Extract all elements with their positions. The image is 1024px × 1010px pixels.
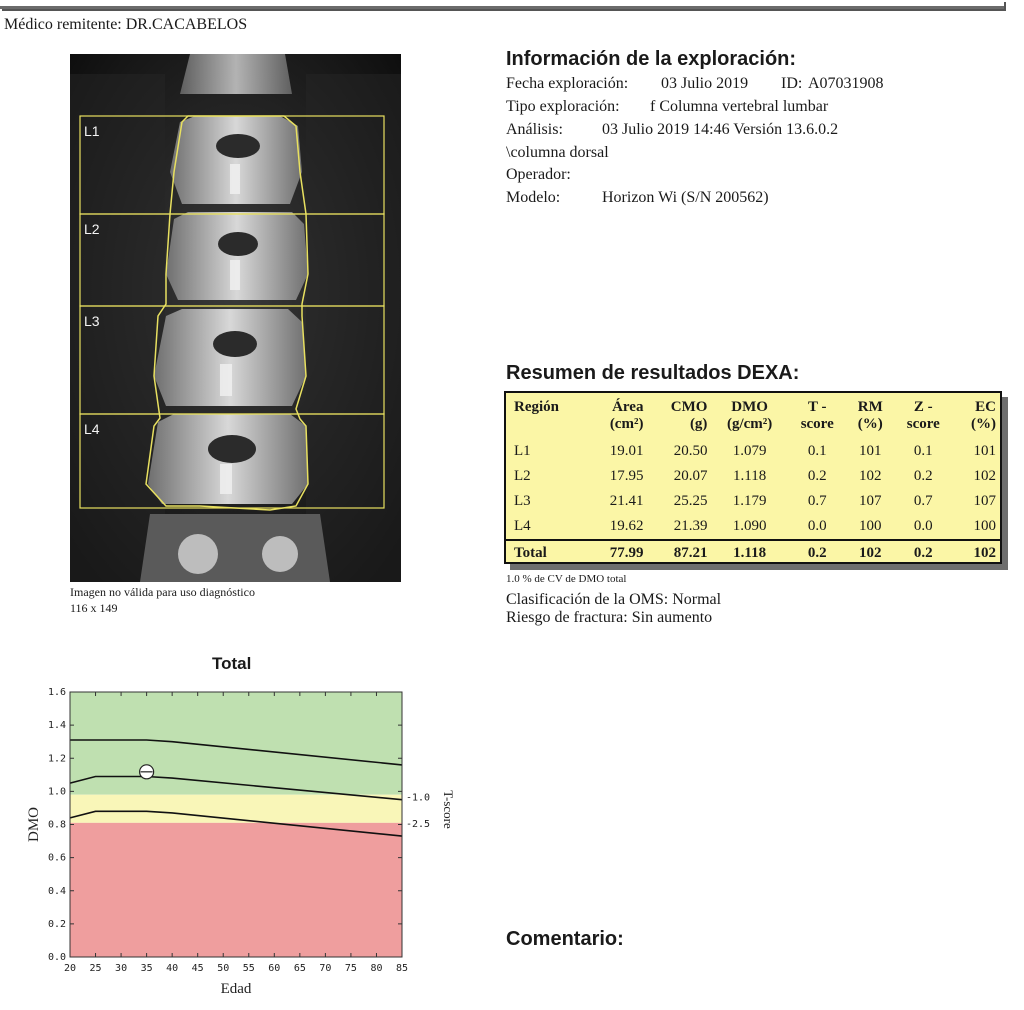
spine-scan-image xyxy=(70,54,401,582)
col-header-pr: RM (%) xyxy=(857,399,883,432)
top-rule xyxy=(0,0,1004,9)
dexa-results-table-box xyxy=(504,391,1002,564)
x-tick-label: 65 xyxy=(293,963,306,974)
vertebra-label-l1: L1 xyxy=(84,123,100,139)
y-tick-label: 0.4 xyxy=(47,885,66,897)
y-tick-label: 0.6 xyxy=(47,852,66,864)
col-header-bmd: DMO (g/cm²) xyxy=(726,399,773,432)
col-header-area: Área (cm²) xyxy=(609,399,644,432)
x-tick-label: 45 xyxy=(191,963,204,974)
x-tick-label: 50 xyxy=(217,963,230,974)
dexa-results-table xyxy=(506,399,1000,566)
image-caption-size: 116 x 149 xyxy=(70,601,118,615)
image-caption-disclaimer: Imagen no válida para uso diagnóstico xyxy=(70,585,255,599)
model-label: Modelo: xyxy=(506,189,561,206)
col-header-bmc: CMO (g) xyxy=(670,399,708,432)
exam-date-label: Fecha exploración: xyxy=(506,75,629,92)
x-tick-label: 60 xyxy=(268,963,281,974)
vertebra-label-l3: L3 xyxy=(84,313,100,329)
x-tick-label: 85 xyxy=(395,963,409,974)
dexa-summary-title: Resumen de resultados DEXA: xyxy=(506,362,800,384)
zone-normal xyxy=(70,692,402,795)
y-tick-label: 0.0 xyxy=(47,952,66,963)
analysis-value: 03 Julio 2019 14:46 Versión 13.6.0.2 xyxy=(602,121,839,138)
col-header-region: Región xyxy=(514,399,559,415)
bmd-reference-chart xyxy=(0,680,470,1010)
y-tick-label: 1.0 xyxy=(47,786,66,798)
fracture-risk: Riesgo de fractura: Sin aumento xyxy=(506,609,713,626)
y2-tick-label: -1.0 xyxy=(406,792,431,804)
referring-physician: Médico remitente: DR.CACABELOS xyxy=(4,16,248,33)
x-tick-label: 40 xyxy=(166,963,179,974)
zone-osteoporosis xyxy=(70,823,402,957)
x-tick-label: 55 xyxy=(242,963,255,974)
x-tick-label: 80 xyxy=(370,963,383,974)
x-tick-label: 75 xyxy=(344,963,357,974)
y-tick-label: 1.4 xyxy=(47,720,66,732)
y-tick-label: 0.2 xyxy=(47,918,66,930)
spine-scan-graphic xyxy=(70,54,401,582)
operator-label: Operador: xyxy=(506,166,571,183)
exam-id-value: A07031908 xyxy=(808,75,884,92)
col-header-am: EC (%) xyxy=(971,399,996,432)
col-header-tscore: T - score xyxy=(800,399,834,432)
x-tick-label: 20 xyxy=(63,963,77,974)
x-tick-label: 30 xyxy=(115,963,128,974)
image-caption xyxy=(70,584,255,616)
model-value: Horizon Wi (S/N 200562) xyxy=(602,189,769,206)
table-row: L4 19.62 21.39 1.090 0.0 100 0.0 100 xyxy=(514,518,996,534)
table-row: L1 19.01 20.50 1.079 0.1 101 0.1 101 xyxy=(514,443,996,459)
y2-tick-label: -2.5 xyxy=(406,818,431,830)
analysis-continuation: \columna dorsal xyxy=(506,144,609,161)
chart-y2-axis-label: T-score xyxy=(441,790,456,829)
chart-title: Total xyxy=(212,654,252,673)
exploration-info-title: Información de la exploración: xyxy=(506,48,797,70)
exam-type-value: f Columna vertebral lumbar xyxy=(650,98,829,115)
vertebra-label-l2: L2 xyxy=(84,221,100,237)
exam-type-label: Tipo exploración: xyxy=(506,98,620,115)
analysis-label: Análisis: xyxy=(506,121,563,138)
table-row: L3 21.41 25.25 1.179 0.7 107 0.7 107 xyxy=(514,493,996,509)
table-total-row: Total 77.99 87.21 1.118 0.2 102 0.2 102 xyxy=(506,540,1000,566)
x-tick-label: 35 xyxy=(140,963,153,974)
x-tick-label: 25 xyxy=(89,963,102,974)
table-header-row xyxy=(506,399,1000,439)
vertebra-label-l4: L4 xyxy=(84,421,100,437)
y-tick-label: 1.2 xyxy=(47,753,66,765)
col-header-zscore: Z - score xyxy=(906,399,940,432)
y-tick-label: 1.6 xyxy=(47,687,66,698)
x-tick-label: 70 xyxy=(319,963,332,974)
exam-date-value: 03 Julio 2019 xyxy=(661,75,749,92)
exam-id-label: ID: xyxy=(781,75,803,92)
who-classification: Clasificación de la OMS: Normal xyxy=(506,591,722,608)
table-row: L2 17.95 20.07 1.118 0.2 102 0.2 102 xyxy=(514,468,996,484)
comment-title: Comentario: xyxy=(506,928,624,950)
chart-x-axis-label: Edad xyxy=(220,981,252,997)
cv-note: 1.0 % de CV de DMO total xyxy=(506,573,627,585)
y-tick-label: 0.8 xyxy=(47,819,66,831)
chart-y-axis-label: DMO xyxy=(26,806,42,843)
